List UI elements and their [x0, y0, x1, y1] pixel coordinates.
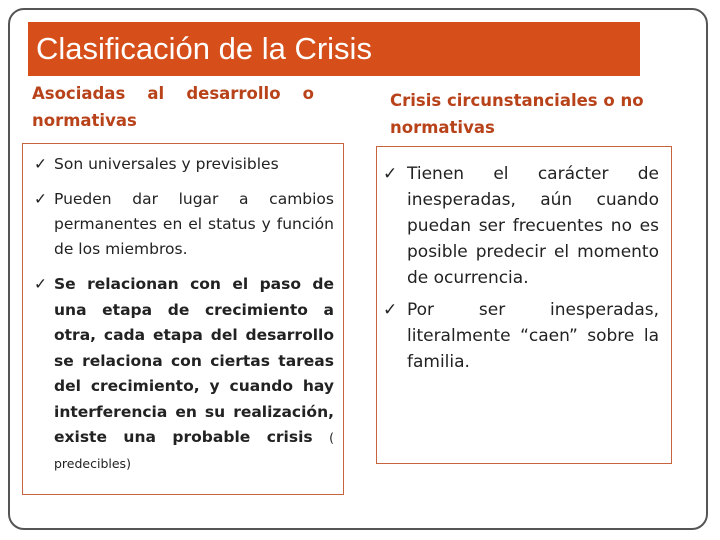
title-bar: [28, 22, 640, 76]
right-content-box: [376, 146, 672, 464]
left-bullet-list: [34, 152, 334, 486]
right-bullet-list: [383, 161, 659, 381]
check-icon: ✓: [383, 300, 398, 320]
bullet-text: Pueden dar lugar a cambios permanentes en el status y función de los miembros.: [54, 190, 334, 258]
bullet-text: Tienen el carácter de inesperadas, aún cuando puedan ser frecuentes no es posible predecir el momento de ocurrencia.: [407, 164, 659, 288]
check-icon: ✓: [34, 275, 47, 293]
bullet-note: ( predecibles): [54, 430, 334, 471]
right-column-heading: Crisis circunstanciales o no normativas: [390, 91, 644, 137]
check-icon: ✓: [383, 164, 398, 184]
list-item: [383, 297, 659, 375]
list-item: [34, 187, 334, 262]
bullet-text: Por ser inesperadas, literalmente “caen” sobre la familia.: [407, 300, 659, 372]
slide-title: Clasificación de la Crisis: [36, 31, 372, 66]
check-icon: ✓: [34, 190, 47, 208]
check-icon: ✓: [34, 155, 47, 173]
list-item: [34, 272, 334, 476]
left-column-heading: Asociadas al desarrollo o normativas: [32, 84, 314, 130]
list-item: [34, 152, 334, 177]
bullet-text: Se relacionan con el paso de una etapa de crecimiento a otra, cada etapa del desarrollo se relaciona con ciertas tareas del crecimiento, y cuando hay interferencia en su realización, existe una probable crisis: [54, 275, 334, 446]
left-content-box: [22, 143, 344, 495]
bullet-text: Son universales y previsibles: [54, 155, 279, 173]
list-item: [383, 161, 659, 291]
